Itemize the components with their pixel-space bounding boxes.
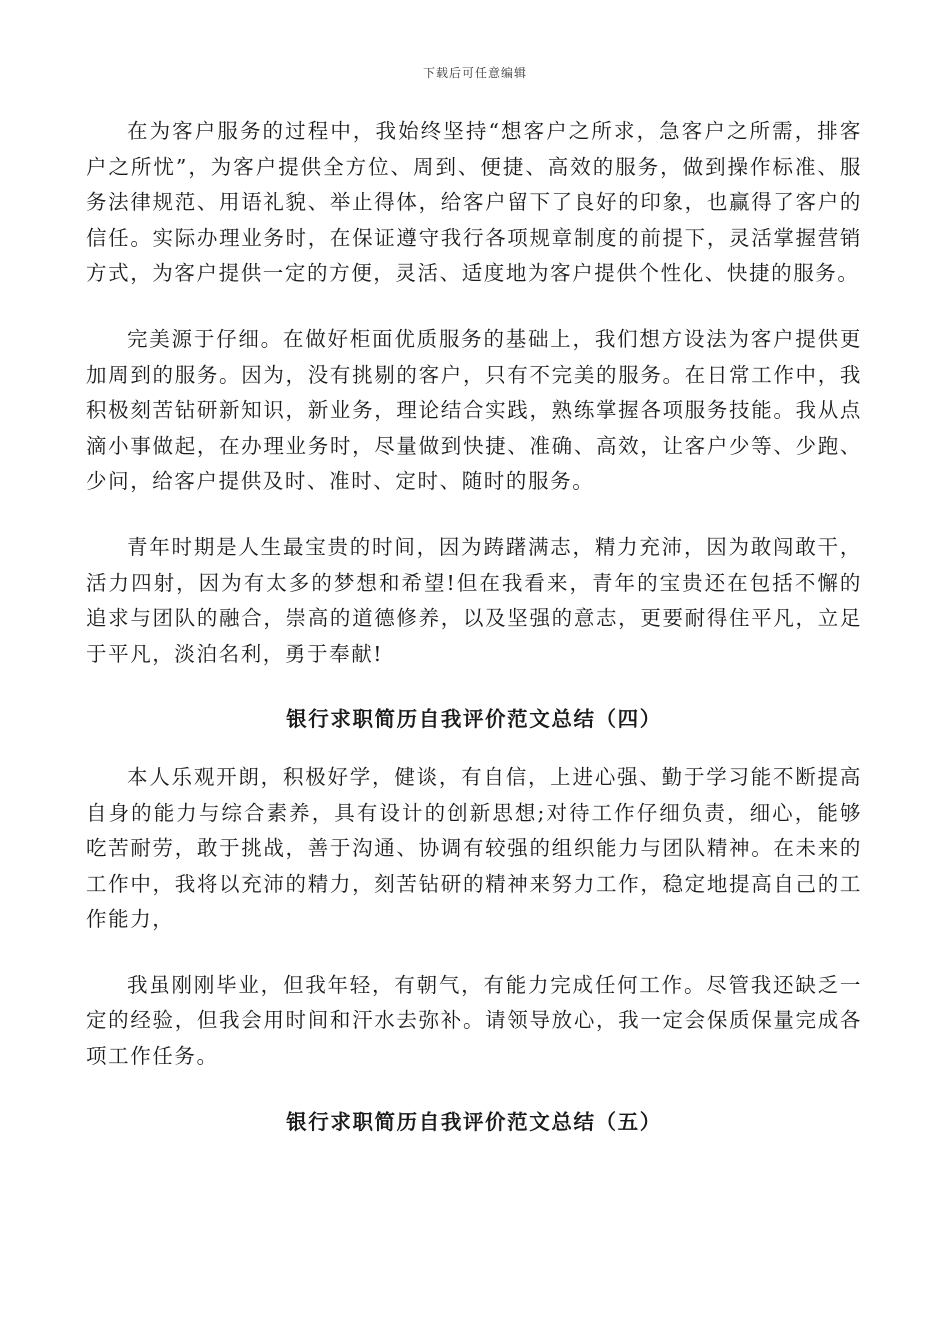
section-heading-5: 银行求职简历自我评价范文总结（五） [286,1109,662,1134]
paragraph-graduate: 我虽刚刚毕业，但我年轻，有朝气，有能力完成任何工作。尽管我还缺乏一定的经验，但我会用时间和汗水去弥补。请领导放心，我一定会保质保量完成各项工作任务。 [86,972,862,1069]
paragraph-self-evaluation: 本人乐观开朗，积极好学，健谈，有自信，上进心强、勤于学习能不断提高自身的能力与综合素养，具有设计的创新思想;对待工作仔细负责，细心，能够吃苦耐劳，敢于挑战，善于沟通、协调有较强的组织能力与团队精神。在未来的工作中，我将以充沛的精力，刻苦钻研的精神来努力工作，稳定地提高自己的工作能力， [86,764,862,932]
document-body [86,114,862,1140]
header-note: 下载后可任意编辑 [422,66,527,80]
paragraph-customer-service: 在为客户服务的过程中，我始终坚持“想客户之所求，急客户之所需，排客户之所忧”，为客户提供全方位、周到、便捷、高效的服务，做到操作标准、服务法律规范、用语礼貌、举止得体，给客户留下了良好的印象，也赢得了客户的信任。实际办理业务时，在保证遵守我行各项规章制度的前提下，灵活掌握营销方式，为客户提供一定的方便，灵活、适度地为客户提供个性化、快捷的服务。 [86,119,862,286]
paragraph-perfection: 完美源于仔细。在做好柜面优质服务的基础上，我们想方设法为客户提供更加周到的服务。因为，没有挑剔的客户，只有不完美的服务。在日常工作中，我积极刻苦钻研新知识，新业务，理论结合实践，熟练掌握各项服务技能。我从点滴小事做起，在办理业务时，尽量做到快捷、准确、高效，让客户少等、少跑、少问，给客户提供及时、准时、定时、随时的服务。 [86,326,862,494]
section-heading-4: 银行求职简历自我评价范文总结（四） [286,707,662,732]
paragraph-youth: 青年时期是人生最宝贵的时间，因为踌躇满志，精力充沛，因为敢闯敢干，活力四射，因为有太多的梦想和希望!但在我看来，青年的宝贵还在包括不懈的追求与团队的融合，崇高的道德修养，以及坚强的意志，更要耐得住平凡，立足于平凡，淡泊名利，勇于奉献! [86,534,862,666]
